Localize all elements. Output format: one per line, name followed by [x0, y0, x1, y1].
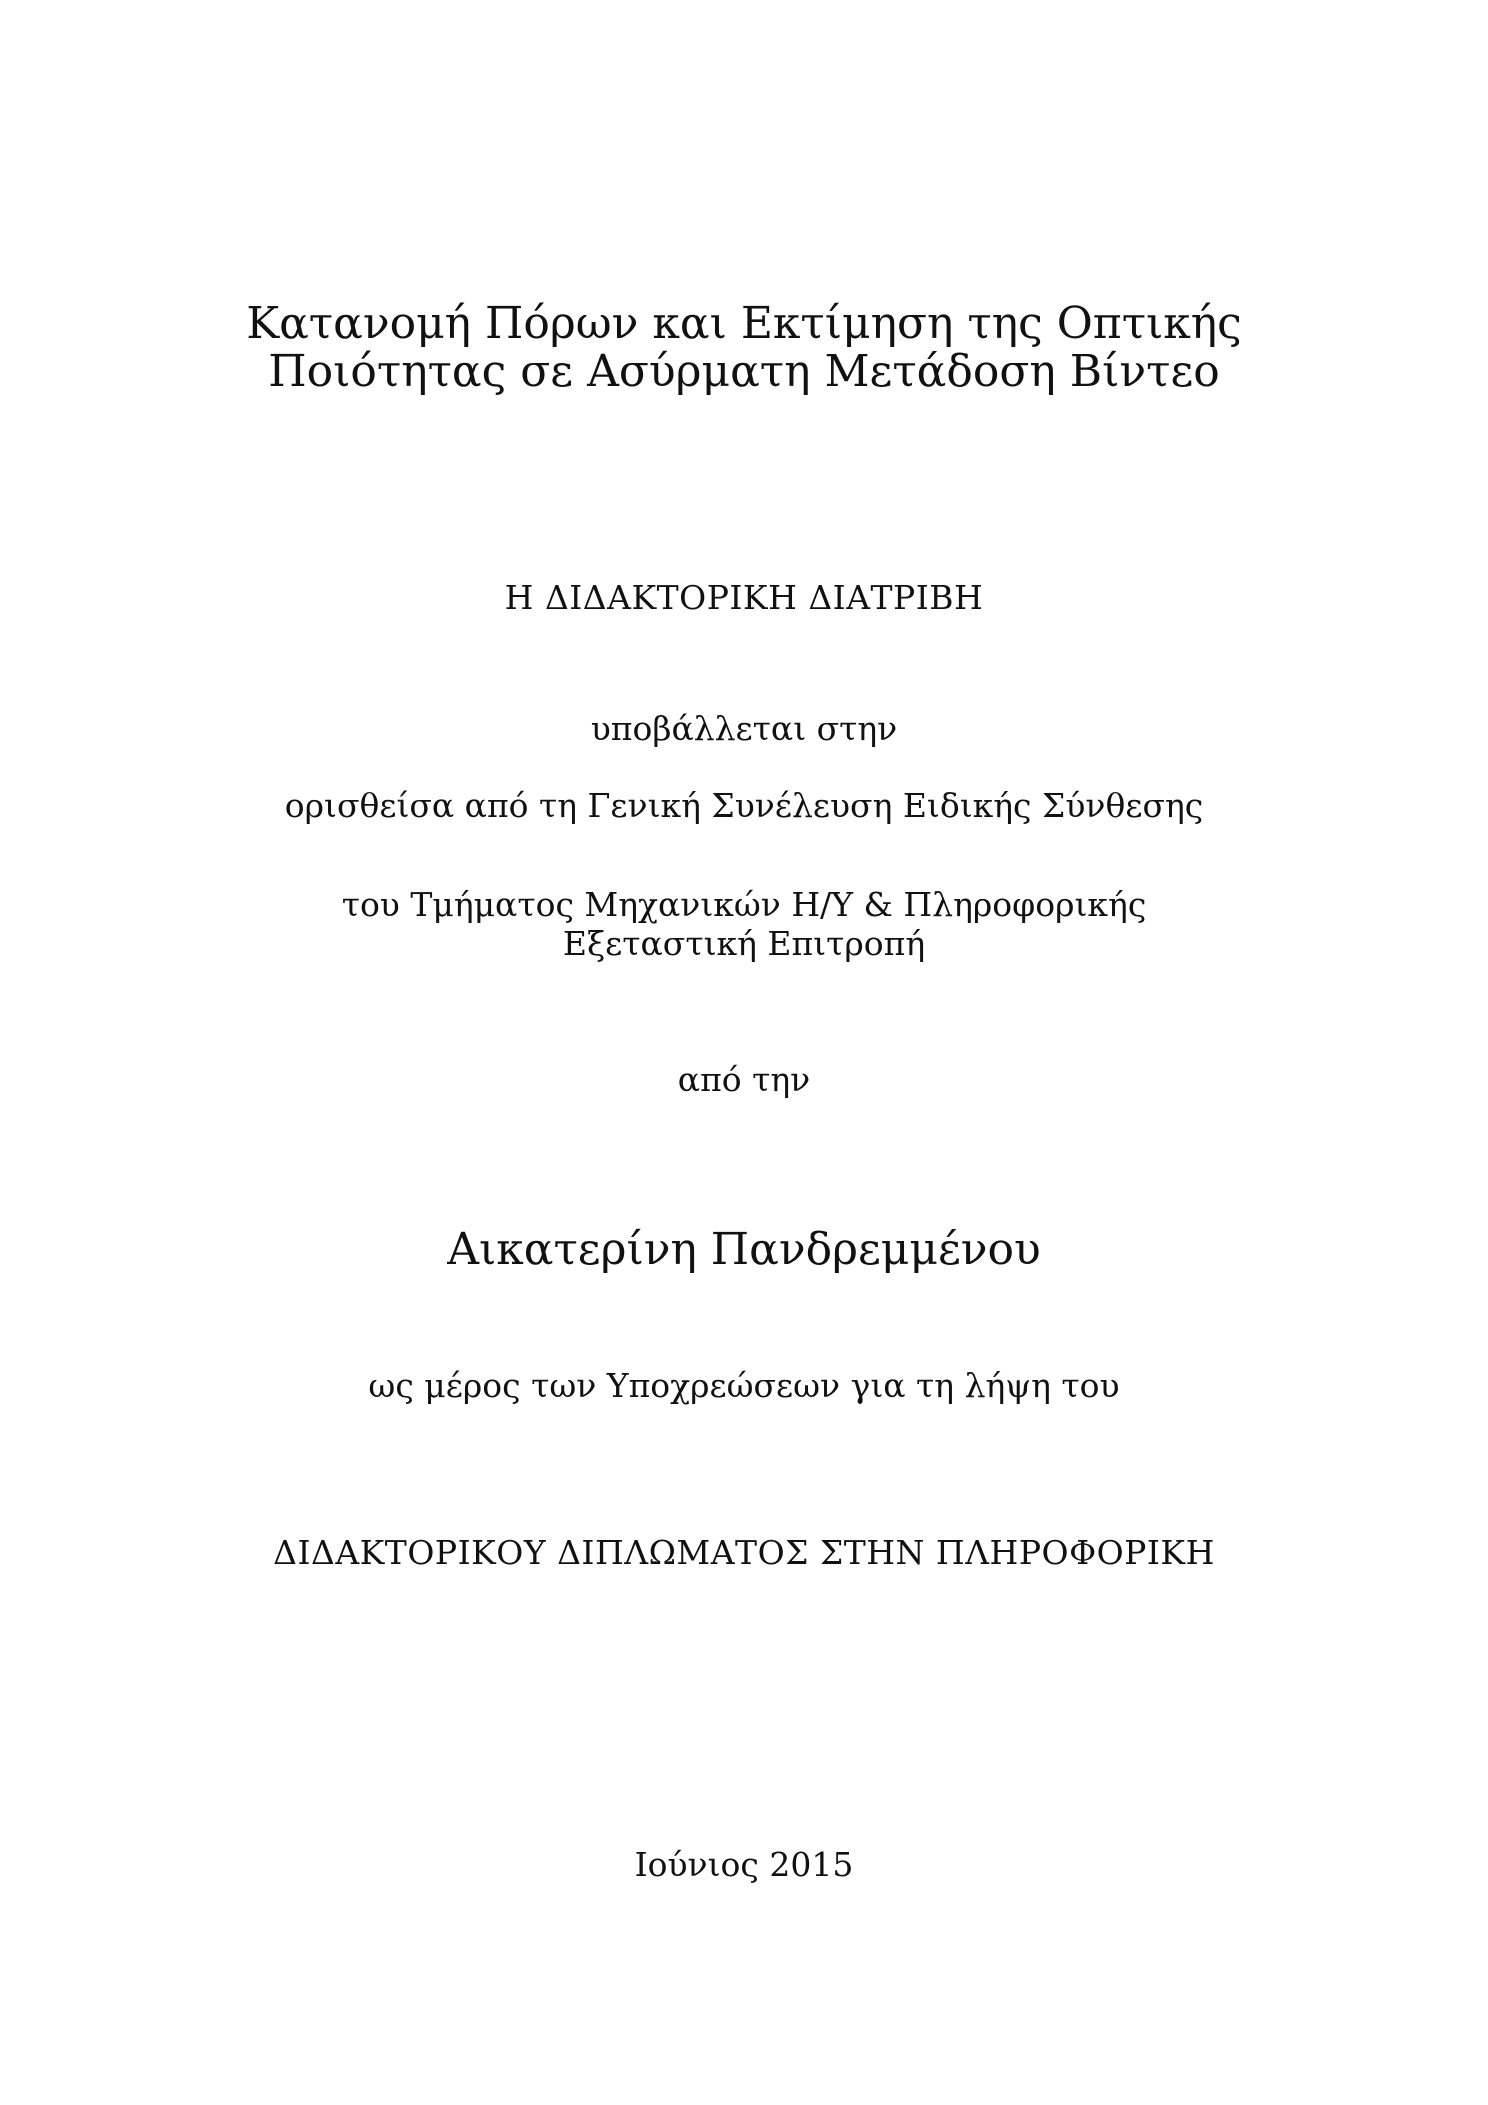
- department-text: του Τμήματος Μηχανικών Η/Υ & Πληροφορικής: [341, 885, 1147, 924]
- degree-title: ΔΙΔΑΚΤΟΡΙΚΟΥ ΔΙΠΛΩΜΑΤΟΣ ΣΤΗΝ ΠΛΗΡΟΦΟΡΙΚΗ: [273, 1533, 1215, 1572]
- thesis-type: Η ΔΙΔΑΚΤΟΡΙΚΗ ΔΙΑΤΡΙΒΗ: [504, 578, 984, 617]
- purpose-text: ως μέρος των Υποχρεώσεων για τη λήψη του: [368, 1366, 1120, 1405]
- submission-date: Ιούνιος 2015: [634, 1845, 854, 1884]
- committee-text: Εξεταστική Επιτροπή: [562, 924, 926, 963]
- submitted-to-text: υποβάλλεται στην: [590, 709, 898, 748]
- assembly-text: ορισθείσα από τη Γενική Συνέλευση Ειδικής Σύνθεσης: [284, 786, 1204, 825]
- author-name: Αικατερίνη Πανδρεμμένου: [447, 1224, 1041, 1275]
- by-text: από την: [677, 1060, 811, 1099]
- thesis-title-line-1: Κατανομή Πόρων και Εκτίμηση της Οπτικής: [246, 298, 1242, 349]
- thesis-title-line-2: Ποιότητας σε Ασύρματη Μετάδοση Βίντεο: [268, 346, 1220, 397]
